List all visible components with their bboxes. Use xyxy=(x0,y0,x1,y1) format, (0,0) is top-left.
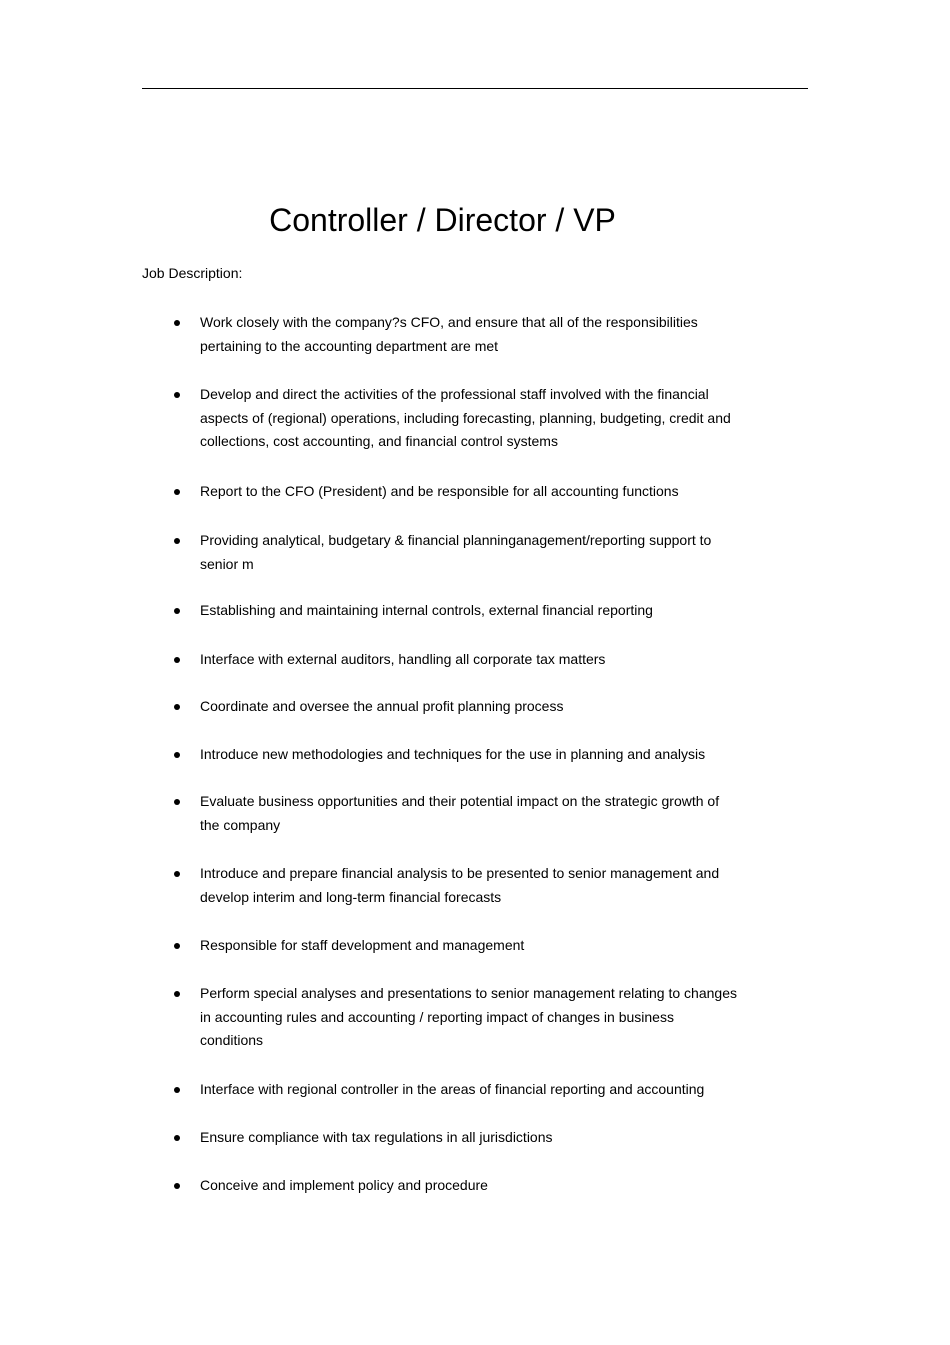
list-item-text: Conceive and implement policy and procedure xyxy=(200,1177,488,1193)
bullet-icon xyxy=(174,871,180,877)
list-item xyxy=(200,480,740,504)
list-item-text: Providing analytical, budgetary & financial planninganagement/reporting support to senior m xyxy=(200,532,712,572)
bullet-icon xyxy=(174,704,180,710)
bullet-icon xyxy=(174,1135,180,1141)
bullet-icon xyxy=(174,1183,180,1189)
list-item xyxy=(200,1174,740,1198)
bullet-icon xyxy=(174,752,180,758)
bullet-icon xyxy=(174,538,180,544)
list-item-text: Develop and direct the activities of the professional staff involved with the financial aspects of (regional) operations, including forecasting, planning, budgeting, credit and collections, cost accounting, and financial control systems xyxy=(200,386,731,449)
list-item-text: Ensure compliance with tax regulations in all jurisdictions xyxy=(200,1129,553,1145)
bullet-icon xyxy=(174,489,180,495)
list-item-text: Report to the CFO (President) and be responsible for all accounting functions xyxy=(200,483,679,499)
list-item xyxy=(200,1078,740,1102)
list-item-text: Perform special analyses and presentations to senior management relating to changes in accounting rules and accounting / reporting impact of changes in business conditions xyxy=(200,985,737,1048)
list-item xyxy=(200,934,740,958)
list-item-text: Introduce and prepare financial analysis to be presented to senior management and develop interim and long-term financial forecasts xyxy=(200,865,720,905)
list-item xyxy=(200,743,740,767)
list-item xyxy=(200,529,740,576)
list-item-text: Introduce new methodologies and techniques for the use in planning and analysis xyxy=(200,746,706,762)
list-item-text: Responsible for staff development and management xyxy=(200,937,525,953)
list-item xyxy=(200,982,740,1053)
list-item xyxy=(200,862,740,909)
list-item-text: Work closely with the company?s CFO, and ensure that all of the responsibilities pertaining to the accounting department are met xyxy=(200,314,698,354)
list-item xyxy=(200,790,740,837)
list-item-text: Interface with external auditors, handling all corporate tax matters xyxy=(200,651,606,667)
section-label: Job Description: xyxy=(142,265,243,281)
list-item xyxy=(200,1126,740,1150)
bullet-icon xyxy=(174,943,180,949)
list-item-text: Coordinate and oversee the annual profit planning process xyxy=(200,698,564,714)
list-item xyxy=(200,648,740,672)
list-item-text: Evaluate business opportunities and their potential impact on the strategic growth of the company xyxy=(200,793,720,833)
header-rule xyxy=(142,88,808,89)
bullet-icon xyxy=(174,657,180,663)
bullet-icon xyxy=(174,320,180,326)
bullet-icon xyxy=(174,1087,180,1093)
list-item-text: Establishing and maintaining internal controls, external financial reporting xyxy=(200,602,653,618)
page-title: Controller / Director / VP xyxy=(269,202,616,238)
list-item-text: Interface with regional controller in the areas of financial reporting and accounting xyxy=(200,1081,705,1097)
bullet-icon xyxy=(174,991,180,997)
bullet-icon xyxy=(174,799,180,805)
list-item xyxy=(200,311,740,358)
list-item xyxy=(200,599,740,623)
bullet-icon xyxy=(174,608,180,614)
bullet-icon xyxy=(174,392,180,398)
list-item xyxy=(200,383,740,454)
list-item xyxy=(200,695,740,719)
